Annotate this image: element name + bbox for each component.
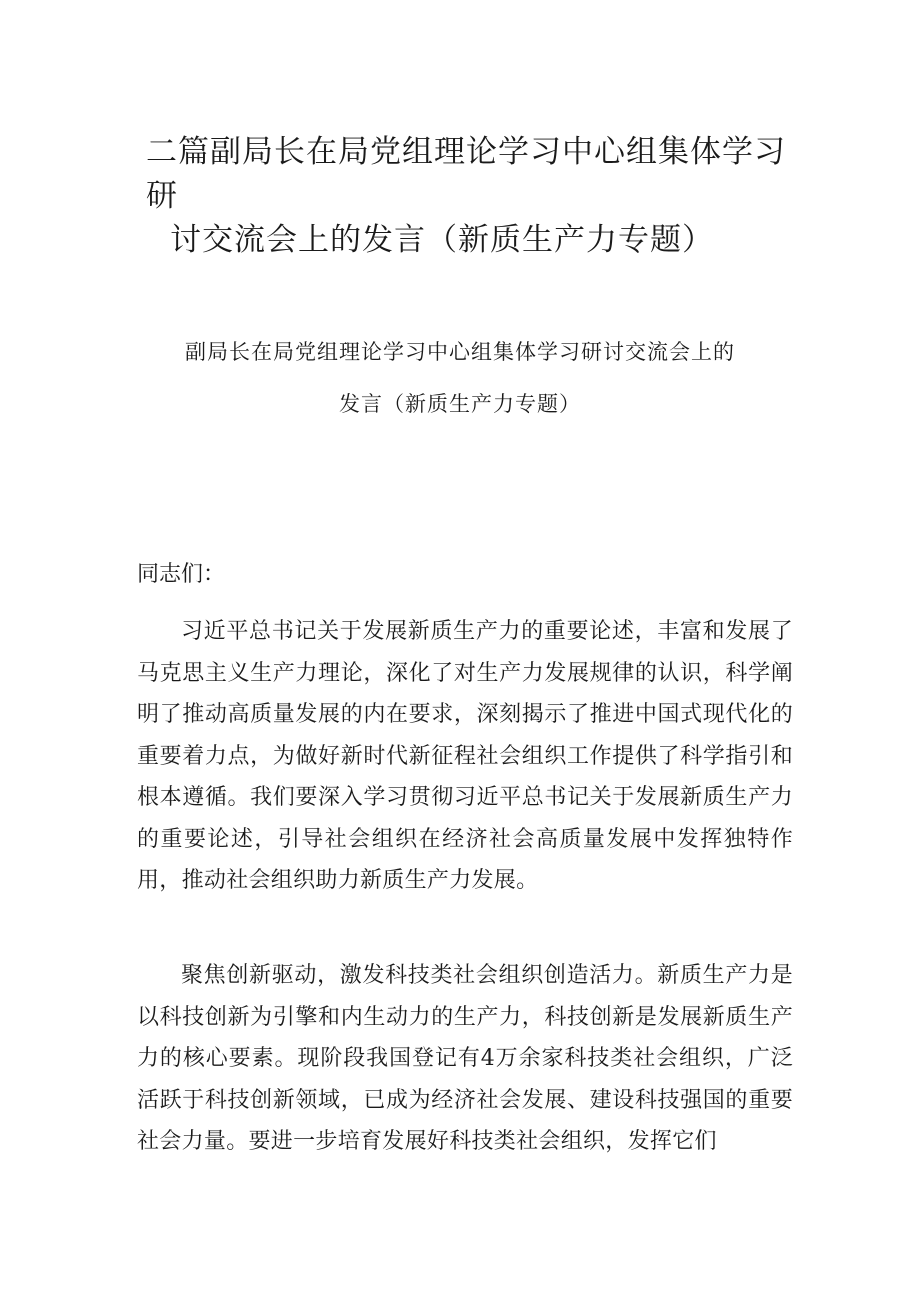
document-title: [146, 130, 806, 262]
subtitle-line-2: 发言（新质生产力专题）: [339, 392, 581, 416]
document-subtitle: [140, 326, 780, 430]
salutation: 同志们：: [137, 562, 226, 587]
title-line-1: 二篇副局长在局党组理论学习中心组集体学习研: [146, 134, 786, 214]
paragraph-2: 聚焦创新驱动，激发科技类社会组织创造活力。新质生产力是以科技创新为引擎和内生动力的生产力，科技创新是发展新质生产力的核心要素。现阶段我国登记有4万余家科技类社会组织，广泛活跃于科技创新领域，已成为经济社会发展、建设科技强国的重要社会力量。要进一步培育发展好科技类社会组织，发挥它们: [137, 963, 793, 1154]
paragraph-1: 习近平总书记关于发展新质生产力的重要论述，丰富和发展了马克思主义生产力理论，深化了对生产力发展规律的认识，科学阐明了推动高质量发展的内在要求，深刻揭示了推进中国式现代化的重要着力点，为做好新时代新征程社会组织工作提供了科学指引和根本遵循。我们要深入学习贯彻习近平总书记关于发展新质生产力的重要论述，引导社会组织在经济社会高质量发展中发挥独特作用，推动社会组织助力新质生产力发展。: [137, 619, 793, 893]
title-line-2: 讨交流会上的发言（新质生产力专题）: [170, 222, 714, 258]
subtitle-line-1: 副局长在局党组理论学习中心组集体学习研讨交流会上的: [185, 340, 735, 364]
